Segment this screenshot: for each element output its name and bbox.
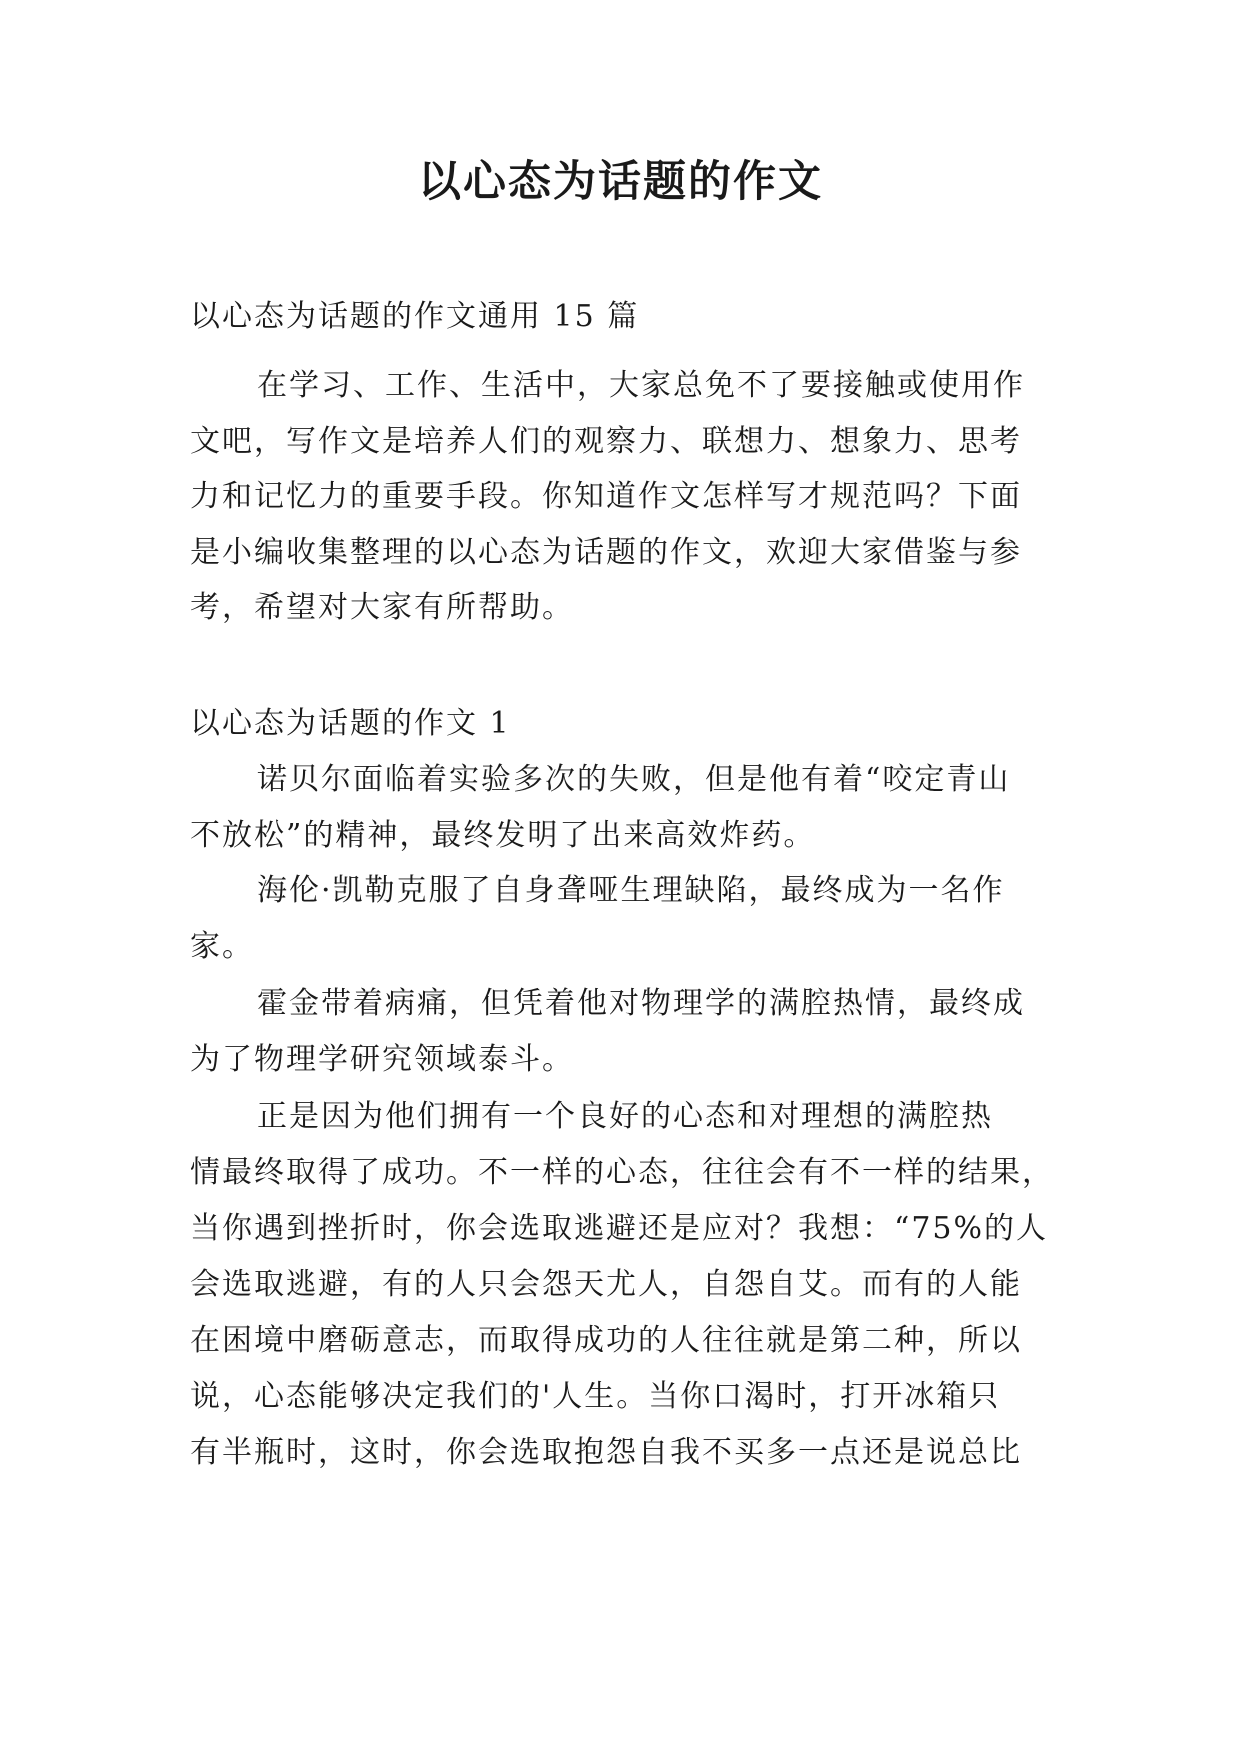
- intro-line: 是小编收集整理的以心态为话题的作文，欢迎大家借鉴与参: [190, 535, 1022, 570]
- essay-line: 说，心态能够决定我们的'人生。当你口渴时，打开冰箱只: [190, 1379, 1001, 1414]
- document-subtitle: 以心态为话题的作文通用 15 篇: [190, 299, 640, 334]
- essay-line: 为了物理学研究领域泰斗。: [190, 1042, 574, 1077]
- essay-line: 有半瓶时，这时，你会选取抱怨自我不买多一点还是说总比: [190, 1435, 1022, 1470]
- essay-line: 家。: [190, 929, 254, 964]
- intro-line: 文吧，写作文是培养人们的观察力、联想力、想象力、思考: [190, 424, 1022, 459]
- document-title: 以心态为话题的作文: [418, 157, 823, 207]
- essay-line: 当你遇到挫折时，你会选取逃避还是应对？我想：“75%的人: [190, 1211, 1049, 1246]
- essay-line: 海伦·凯勒克服了自身聋哑生理缺陷，最终成为一名作: [257, 873, 1005, 908]
- essay-line: 在困境中磨砺意志，而取得成功的人往往就是第二种，所以: [190, 1323, 1022, 1358]
- intro-line: 在学习、工作、生活中，大家总免不了要接触或使用作: [257, 368, 1025, 403]
- essay-line: 正是因为他们拥有一个良好的心态和对理想的满腔热: [257, 1099, 993, 1134]
- intro-line: 考，希望对大家有所帮助。: [190, 590, 574, 625]
- essay-line: 诺贝尔面临着实验多次的失败，但是他有着“咬定青山: [257, 762, 1011, 797]
- essay-line: 情最终取得了成功。不一样的心态，往往会有不一样的结果，: [190, 1155, 1054, 1190]
- essay-line: 霍金带着病痛，但凭着他对物理学的满腔热情，最终成: [257, 986, 1025, 1021]
- intro-line: 力和记忆力的重要手段。你知道作文怎样写才规范吗？下面: [190, 479, 1022, 514]
- essay-line: 会选取逃避，有的人只会怨天尤人，自怨自艾。而有的人能: [190, 1267, 1022, 1302]
- section-heading: 以心态为话题的作文 1: [190, 706, 511, 741]
- essay-line: 不放松”的精神，最终发明了出来高效炸药。: [190, 818, 816, 853]
